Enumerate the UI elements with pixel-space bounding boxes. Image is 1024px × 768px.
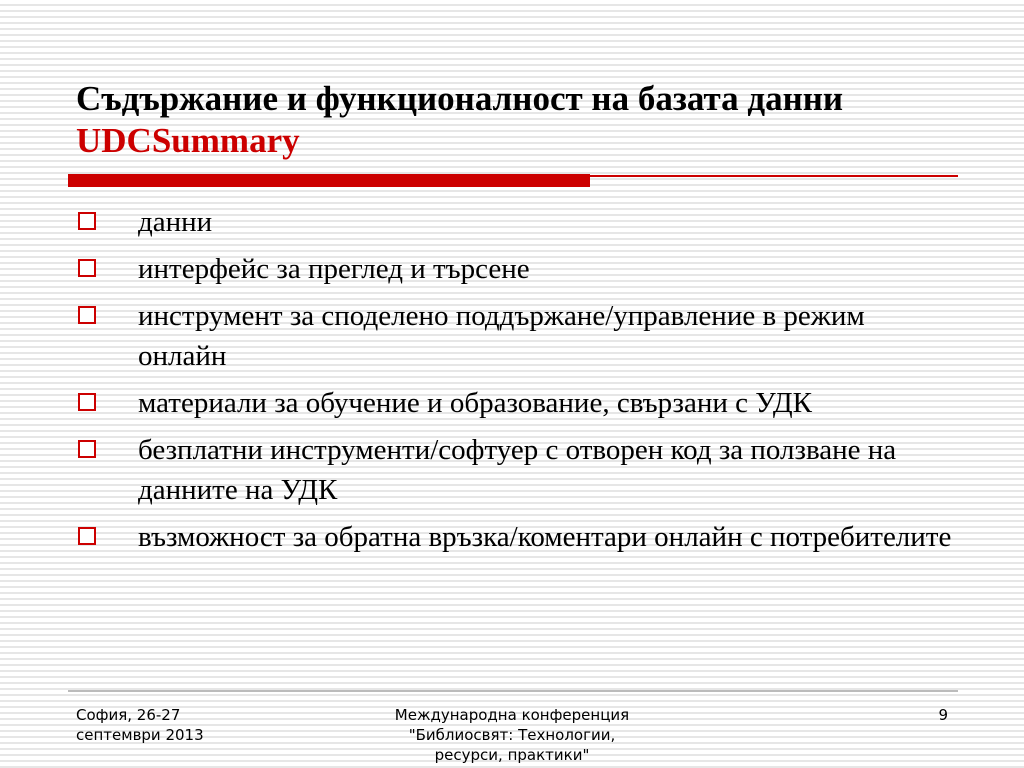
- title-underline-thick: [68, 174, 590, 187]
- hollow-square-icon: [78, 527, 96, 545]
- footer-center-line3: ресурси, практики": [434, 746, 590, 764]
- bullet-text: интерфейс за преглед и търсене: [138, 253, 530, 285]
- hollow-square-icon: [78, 393, 96, 411]
- bullet-item: [76, 249, 956, 289]
- hollow-square-icon: [78, 212, 96, 230]
- hollow-square-icon: [78, 440, 96, 458]
- footer-left-line2: септември 2013: [76, 726, 204, 744]
- bullet-text: данни: [138, 206, 213, 238]
- hollow-square-icon: [78, 259, 96, 277]
- bullet-text: материали за обучение и образование, свързани с УДК: [138, 387, 812, 419]
- bullet-text: инструмент за споделено поддържане/управление в режим онлайн: [138, 300, 865, 372]
- footer-conference: [362, 705, 662, 765]
- hollow-square-icon: [78, 306, 96, 324]
- footer-center-line1: Международна конференция: [394, 706, 630, 724]
- bullet-list: [76, 202, 956, 564]
- slide-title-line1: Съдържание и функционалност на базата данни: [76, 79, 844, 118]
- footer-left-line1: София, 26-27: [76, 706, 181, 724]
- slide-title-line2: UDCSummary: [76, 121, 300, 160]
- bullet-item: [76, 517, 956, 557]
- slide-title: [76, 78, 976, 162]
- bullet-item: [76, 383, 956, 423]
- footer-divider: [68, 690, 958, 692]
- footer-center-line2: "Библиосвят: Технологии,: [408, 726, 616, 744]
- bullet-text: възможност за обратна връзка/коментари онлайн с потребителите: [138, 521, 952, 553]
- bullet-item: [76, 430, 956, 510]
- title-underline-thin: [590, 175, 958, 177]
- title-underline: [68, 174, 958, 187]
- page-number: 9: [938, 706, 948, 724]
- footer-location-date: [76, 705, 296, 745]
- bullet-item: [76, 202, 956, 242]
- bullet-item: [76, 296, 956, 376]
- bullet-text: безплатни инструменти/софтуер с отворен код за ползване на данните на УДК: [138, 434, 897, 506]
